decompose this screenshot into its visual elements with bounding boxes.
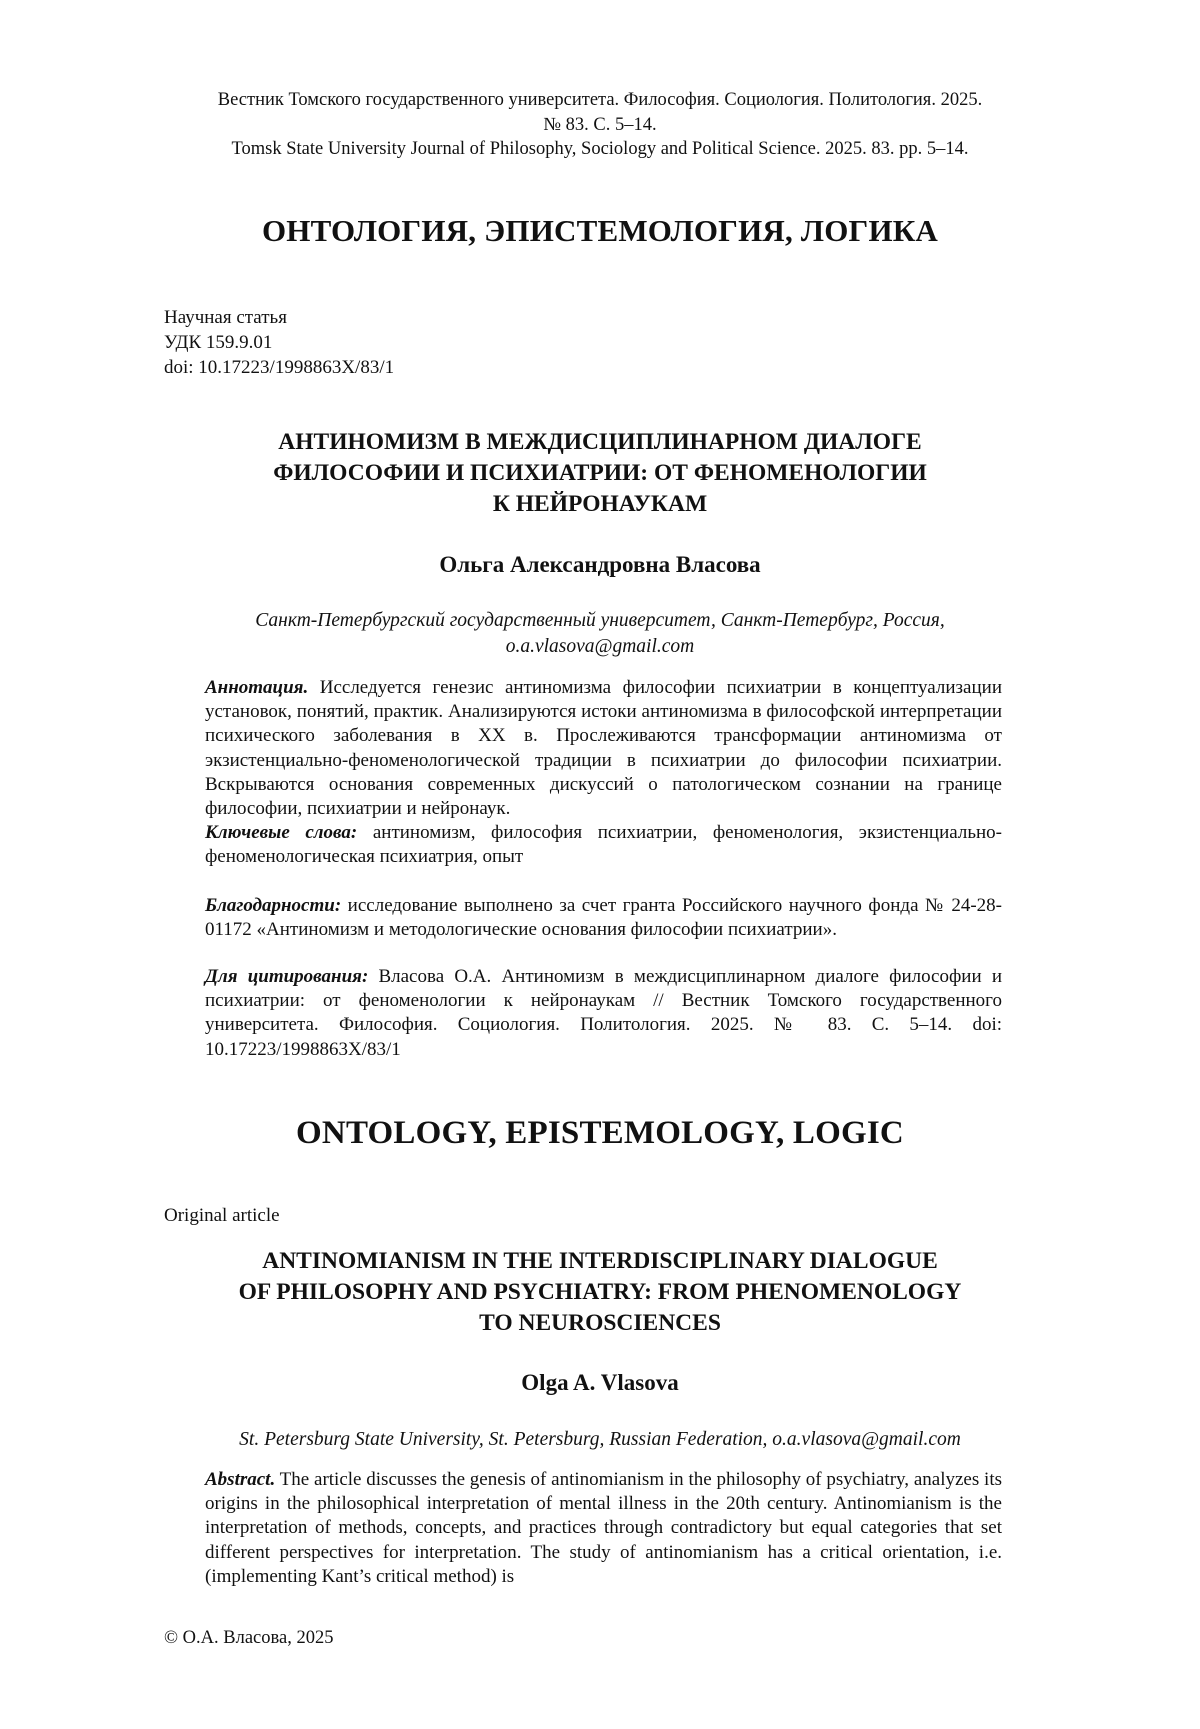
abstract-label: Abstract.	[205, 1469, 276, 1490]
journal-header-ru-line2: № 83. С. 5–14.	[543, 114, 657, 135]
abstract-text: The article discusses the genesis of antinomianism in the philosophy of psychiatry, analyzes its origins in the philosophical interpretation of mental illness in the 20th century. Antinomianism is the interpretation of methods, concepts, and practices through contradictory but equal categories that set different perspectives for interpretation. The study of antinomianism has a critical orientation, i.e. (implementing Kant’s critical method) is	[205, 1469, 1002, 1587]
keywords-text: антиномизм, философия психиатрии, феноменология, экзистенциально-феноменологическая психиатрия, опыт	[205, 822, 1003, 868]
title-line: ФИЛОСОФИИ И ПСИХИАТРИИ: ОТ ФЕНОМЕНОЛОГИИ	[273, 460, 927, 486]
author-en: Olga A. Vlasova	[521, 1370, 679, 1395]
title-line: TO NEUROSCIENCES	[479, 1310, 721, 1336]
acknowledgements-ru	[205, 894, 1002, 942]
author-ru: Ольга Александровна Власова	[439, 552, 761, 577]
journal-header-en: Tomsk State University Journal of Philosophy, Sociology and Political Science. 2025. 83. pp. 5–14.	[231, 139, 969, 159]
affiliation-ru	[0, 608, 1200, 660]
doi: doi: 10.17223/1998863X/83/1	[164, 357, 395, 378]
title-line: К НЕЙРОНАУКАМ	[492, 491, 708, 517]
title-line: АНТИНОМИЗМ В МЕЖДИСЦИПЛИНАРНОМ ДИАЛОГЕ	[278, 429, 922, 455]
copyright: © О.А. Власова, 2025	[164, 1628, 334, 1648]
article-title-en	[0, 1246, 1200, 1339]
article-title-ru	[0, 427, 1200, 520]
journal-header	[0, 88, 1200, 162]
abstract-label: Аннотация.	[205, 677, 309, 698]
article-meta-ru	[164, 305, 394, 380]
udc: УДК 159.9.01	[164, 332, 273, 353]
section-title-ru: ОНТОЛОГИЯ, ЭПИСТЕМОЛОГИЯ, ЛОГИКА	[261, 213, 939, 248]
article-type-ru: Научная статья	[164, 307, 287, 328]
abstract-en	[205, 1468, 1002, 1589]
affiliation-en: St. Petersburg State University, St. Petersburg, Russian Federation, o.a.vlasova@gmail.com	[239, 1429, 961, 1450]
ack-label: Благодарности:	[205, 895, 342, 916]
author-email: o.a.vlasova@gmail.com	[505, 636, 695, 657]
abstract-text: Исследуется генезис антиномизма философии психиатрии в концептуализации установок, понятий, практик. Анализируются истоки антиномизма в философской интерпретации психического заболевания в XX в. Прослеживаются трансформации антиномизма от экзистенциально-феноменологической традиции в психиатрии до философии психиатрии. Вскрываются основания современных дискуссий о патологическом сознании на границе философии, психиатрии и нейронаук.	[205, 677, 1002, 820]
section-title-en: ONTOLOGY, EPISTEMOLOGY, LOGIC	[296, 1115, 904, 1151]
citation-ru	[205, 965, 1002, 1062]
cite-text: Власова О.А. Антиномизм в междисциплинарном диалоге философии и психиатрии: от феноменологии к нейронаукам // Вестник Томского государственного университета. Философия. Социология. Политология. 2025. № 83. С. 5–14. doi: 10.17223/1998863X/83/1	[205, 966, 1002, 1060]
article-type-en: Original article	[164, 1205, 280, 1226]
keywords-label: Ключевые слова:	[205, 822, 358, 844]
abstract-ru	[205, 676, 1002, 870]
journal-header-ru-line1: Вестник Томского государственного университета. Философия. Социология. Политология. 2025.	[217, 90, 983, 110]
title-line: ANTINOMIANISM IN THE INTERDISCIPLINARY DIALOGUE	[262, 1248, 938, 1274]
ack-text: исследование выполнено за счет гранта Российского научного фонда № 24-28-01172 «Антиномизм и методологические основания философии психиатрии».	[205, 895, 1003, 941]
affiliation-text: Санкт-Петербургский государственный университет, Санкт-Петербург, Россия,	[255, 610, 945, 631]
cite-label: Для цитирования:	[205, 966, 369, 987]
title-line: OF PHILOSOPHY AND PSYCHIATRY: FROM PHENOMENOLOGY	[238, 1279, 962, 1305]
